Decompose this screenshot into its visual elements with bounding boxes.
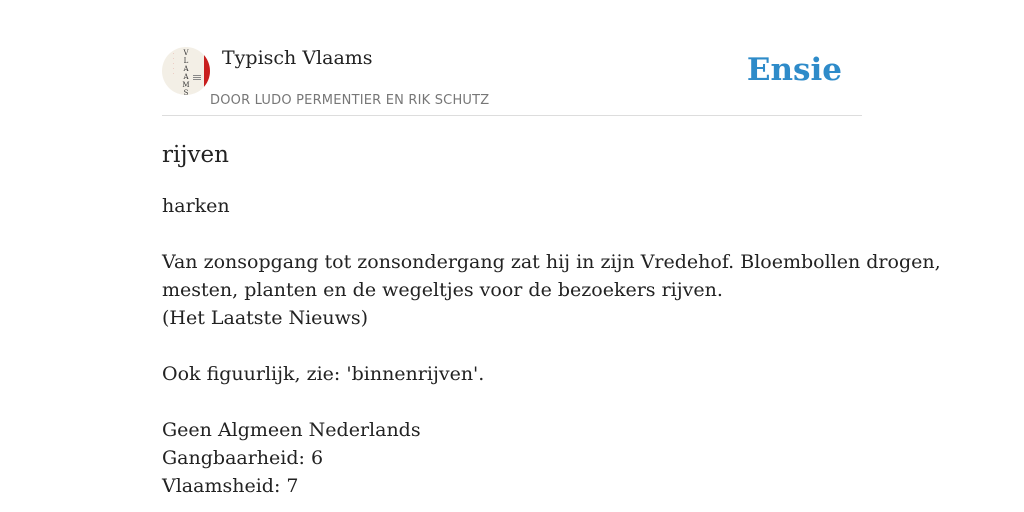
example-line: Van zonsopgang tot zonsondergang zat hij in zijn Vredehof. Bloembollen drogen,	[162, 251, 941, 273]
entry-term: rijven	[162, 142, 229, 168]
logo-red-band	[204, 47, 210, 95]
entry-gangbaarheid: Gangbaarheid: 6	[162, 447, 324, 469]
entry-definition: harken	[162, 195, 230, 217]
byline: DOOR LUDO PERMENTIER EN RIK SCHUTZ	[210, 93, 490, 108]
example-source: (Het Laatste Nieuws)	[162, 307, 369, 329]
spacer	[162, 332, 862, 360]
spacer	[162, 220, 862, 248]
brand-logo-link[interactable]: Ensie	[746, 52, 842, 88]
entry-status: Geen Algmeen Nederlands	[162, 419, 421, 441]
entry-vlaamsheid: Vlaamsheid: 7	[162, 475, 299, 497]
entry-note: Ook figuurlijk, zie: 'binnenrijven'.	[162, 363, 485, 385]
header	[162, 0, 862, 116]
example-line: mesten, planten en de wegeltjes voor de bezoekers rijven.	[162, 279, 723, 301]
spacer	[162, 388, 862, 416]
book-cover-logo-icon[interactable]	[162, 47, 210, 95]
site-title[interactable]: Typisch Vlaams	[222, 47, 373, 69]
logo-letters: V L A A M S	[182, 49, 190, 95]
logo-lines	[193, 75, 201, 83]
entry-body	[162, 192, 941, 500]
logo-side-text: · · · · ·	[173, 51, 175, 76]
content-column	[162, 0, 941, 497]
